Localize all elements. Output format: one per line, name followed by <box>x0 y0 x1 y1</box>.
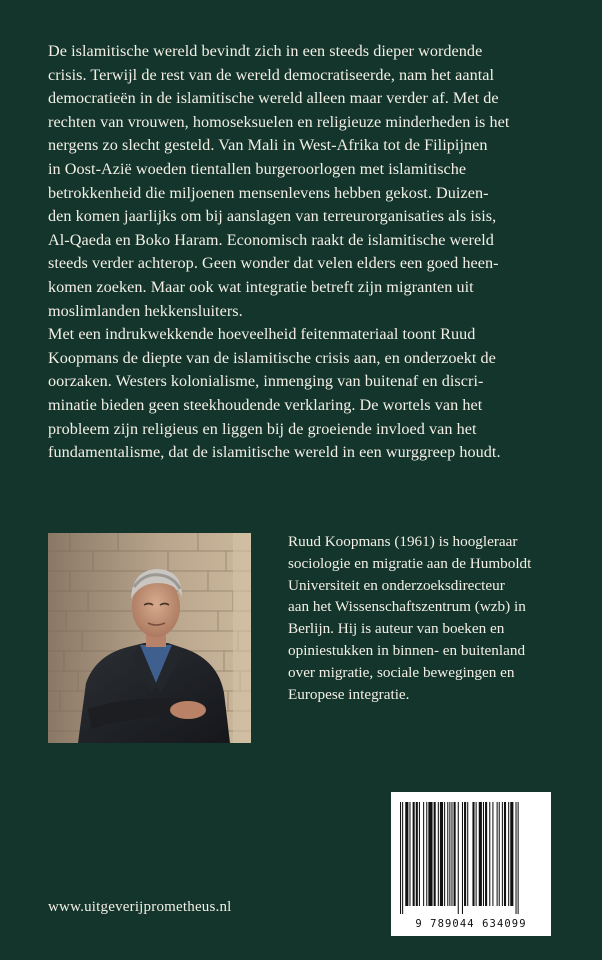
barcode-bars <box>391 792 551 920</box>
blurb-line: in Oost-Azië woeden tientallen burgeroorlogen met islamitische <box>48 159 467 178</box>
bio-line: aan het Wissenschaftszentrum (wzb) in <box>288 598 526 616</box>
isbn-number: 9 789044 634099 <box>415 918 527 930</box>
barcode-bar <box>476 802 477 906</box>
bio-line: Ruud Koopmans (1961) is hoogleraar <box>288 533 518 550</box>
blurb-line: Met een indrukwekkende hoeveelheid feitenmateriaal toont Ruud <box>48 325 476 344</box>
barcode-bar <box>502 802 503 906</box>
barcode-bar <box>440 802 443 906</box>
blurb-line: Koopmans de diepte van de islamitische crisis aan, en onderzoekt de <box>48 348 496 367</box>
blurb-line: crisis. Terwijl de rest van de wereld democratiseerde, nam het aantal <box>48 65 495 84</box>
author-photo <box>48 533 251 743</box>
blurb-line: steeds verder achterop. Geen wonder dat velen elders een goed heen- <box>48 254 499 273</box>
barcode-bar <box>464 802 466 906</box>
barcode-bar <box>405 802 408 906</box>
blurb-line: democratieën in de islamitische wereld alleen maar verder af. Met de <box>48 89 499 108</box>
blurb-line: nergens zo slecht gesteld. Van Mali in West-Afrika tot de Filipijnen <box>48 136 488 155</box>
barcode-bar <box>447 802 448 906</box>
bio-line: Europese integratie. <box>288 685 410 703</box>
barcode-bar <box>416 802 418 906</box>
barcode-bar <box>516 802 517 914</box>
barcode-bar <box>400 802 401 914</box>
blurb-line: oorzaken. Westers kolonialisme, inmenging van buitenaf en discri- <box>48 372 484 391</box>
back-cover-blurb <box>48 40 558 465</box>
barcode-bar <box>492 802 493 906</box>
barcode-bar <box>508 802 509 906</box>
barcode-bar <box>485 802 487 906</box>
barcode-bar <box>409 802 410 906</box>
blurb-line: moslimlanden hekkensluiters. <box>48 301 243 320</box>
barcode-bar <box>402 802 403 914</box>
isbn-barcode <box>391 792 551 936</box>
bio-line: over migratie, sociale bewegingen en <box>288 663 515 681</box>
barcode-bar <box>472 802 474 906</box>
barcode-bar <box>510 802 513 906</box>
barcode-bar <box>451 802 452 906</box>
barcode-bar <box>434 802 436 906</box>
barcode-bar <box>423 802 424 906</box>
barcode-bar <box>497 802 498 906</box>
barcode-bar <box>413 802 415 906</box>
blurb-line: komen zoeken. Maar ook wat integratie betreft zijn migranten uit <box>48 277 474 296</box>
blurb-line: minatie bieden geen steekhoudende verklaring. De wortels van het <box>48 395 483 414</box>
publisher-website[interactable]: www.uitgeverijprometheus.nl <box>48 899 232 915</box>
author-bio <box>288 531 563 705</box>
blurb-line: probleem zijn religieus en liggen bij de groeiende invloed van het <box>48 419 477 438</box>
blurb-paragraph-1 <box>48 40 558 323</box>
barcode-bar <box>428 802 432 906</box>
barcode-bar <box>462 802 463 914</box>
barcode-bar <box>426 802 427 906</box>
blurb-line: Al-Qaeda en Boko Haram. Economisch raakt de islamitische wereld <box>48 230 494 249</box>
barcode-bar <box>449 802 450 906</box>
barcode-bar <box>454 802 456 906</box>
blurb-line: De islamitische wereld bevindt zich in een steeds dieper wordende <box>48 42 483 60</box>
barcode-bar <box>483 802 484 906</box>
blurb-line: den komen jaarlijks om bij aanslagen van terreurorganisaties als isis, <box>48 207 497 226</box>
barcode-bar <box>518 802 519 914</box>
blurb-line: fundamentalisme, dat de islamitische wereld in een wurggreep houdt. <box>48 443 501 462</box>
blurb-paragraph-2 <box>48 323 558 465</box>
barcode-bar <box>458 802 459 914</box>
blurb-line: betrokkenheid die miljoenen mensenlevens hebben gekost. Duizen- <box>48 183 489 202</box>
barcode-bar <box>438 802 439 906</box>
barcode-bar <box>444 802 445 906</box>
barcode-bar <box>504 802 506 906</box>
bio-line: sociologie en migratie aan de Humboldt <box>288 554 532 572</box>
bio-line: Berlijn. Hij is auteur van boeken en <box>288 620 505 638</box>
barcode-bar <box>499 802 500 906</box>
barcode-bar <box>419 802 420 906</box>
bio-line: Universiteit en onderzoeksdirecteur <box>288 576 505 594</box>
blurb-line: rechten van vrouwen, homoseksuelen en religieuze minderheden is het <box>48 112 510 131</box>
barcode-bar <box>489 802 490 906</box>
bio-line: opiniestukken in binnen- en buitenland <box>288 641 526 659</box>
barcode-bar <box>479 802 482 906</box>
barcode-bar <box>467 802 468 906</box>
